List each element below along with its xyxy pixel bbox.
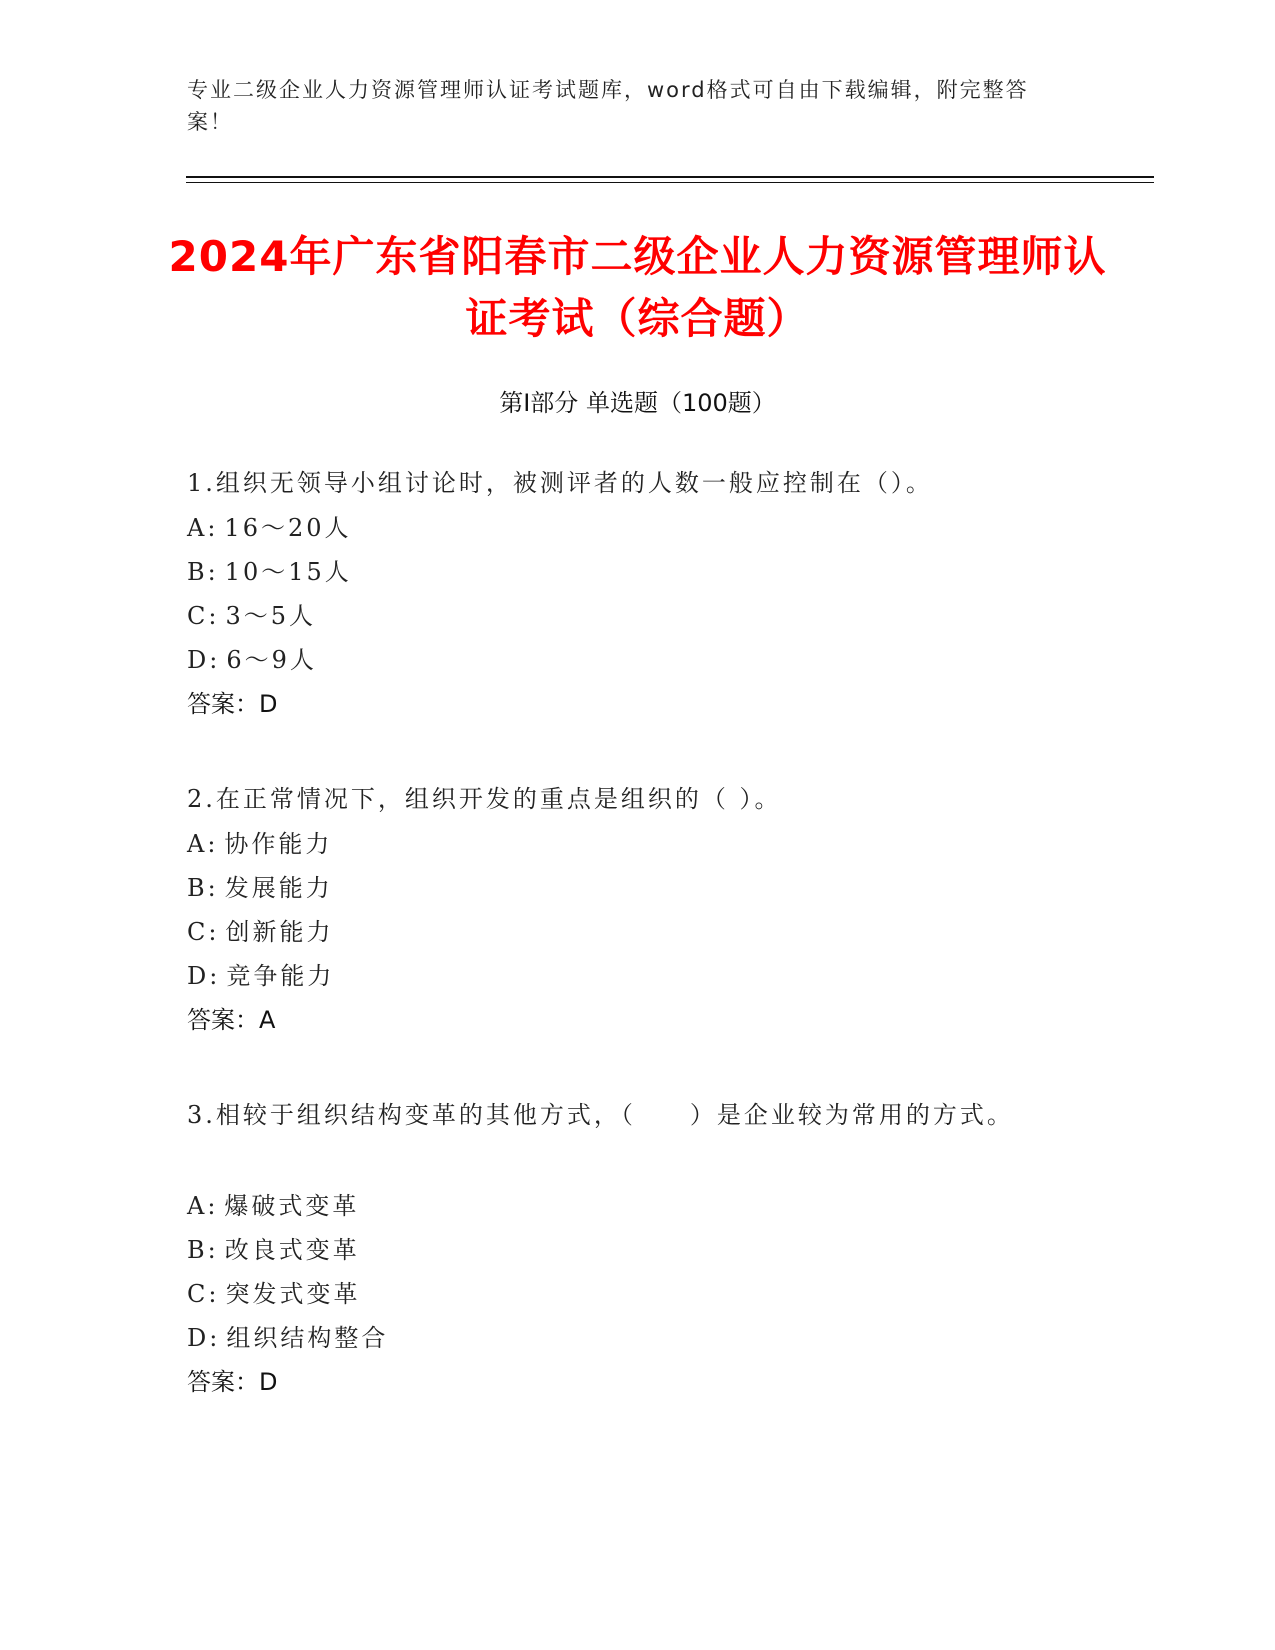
question-stem: 2.在正常情况下，组织开发的重点是组织的（ ）。 [187, 785, 782, 813]
option-c [187, 1277, 360, 1311]
option-text: 6～9人 [226, 646, 317, 674]
option-label: A: [187, 1192, 219, 1220]
option-c [187, 915, 333, 949]
option-text: 协作能力 [224, 830, 333, 858]
option-a [187, 827, 332, 861]
option-label: D: [187, 1324, 221, 1352]
answer-line: 答案：D [187, 690, 278, 718]
header-note: 专业二级企业人力资源管理师认证考试题库，word格式可自由下载编辑，附完整答案！ [187, 78, 1029, 134]
option-label: D: [187, 646, 221, 674]
option-c [187, 599, 316, 633]
option-text: 改良式变革 [224, 1236, 360, 1264]
header-rule-thick [186, 176, 1154, 178]
option-b [187, 871, 333, 905]
option-text: 组织结构整合 [226, 1324, 389, 1352]
option-text: 3～5人 [225, 602, 316, 630]
option-a [187, 511, 352, 545]
option-text: 竞争能力 [226, 962, 335, 990]
option-label: B: [187, 874, 219, 902]
option-label: D: [187, 962, 221, 990]
header-rule-thin [186, 182, 1154, 183]
option-label: B: [187, 1236, 219, 1264]
option-label: A: [187, 514, 219, 542]
option-b [187, 1233, 360, 1267]
option-text: 发展能力 [224, 874, 333, 902]
option-d [187, 643, 317, 677]
option-d [187, 1321, 388, 1355]
option-text: 16～20人 [224, 514, 352, 542]
option-text: 爆破式变革 [224, 1192, 360, 1220]
option-text: 10～15人 [224, 558, 352, 586]
option-d [187, 959, 334, 993]
option-label: C: [187, 918, 220, 946]
answer-line: 答案：D [187, 1368, 278, 1396]
option-a [187, 1189, 359, 1223]
section-heading: 第I部分 单选题（100题） [499, 389, 776, 417]
option-label: C: [187, 1280, 220, 1308]
document-title: 2024年广东省阳春市二级企业人力资源管理师认证考试（综合题） [168, 232, 1107, 343]
option-label: A: [187, 830, 219, 858]
option-label: C: [187, 602, 220, 630]
question-stem: 1.组织无领导小组讨论时，被测评者的人数一般应控制在（）。 [187, 469, 933, 497]
question-stem: 3.相较于组织结构变革的其他方式，（ ）是企业较为常用的方式。 [187, 1101, 1014, 1129]
option-text: 创新能力 [225, 918, 334, 946]
option-label: B: [187, 558, 219, 586]
option-text: 突发式变革 [225, 1280, 361, 1308]
option-b [187, 555, 352, 589]
answer-line: 答案：A [187, 1006, 276, 1034]
